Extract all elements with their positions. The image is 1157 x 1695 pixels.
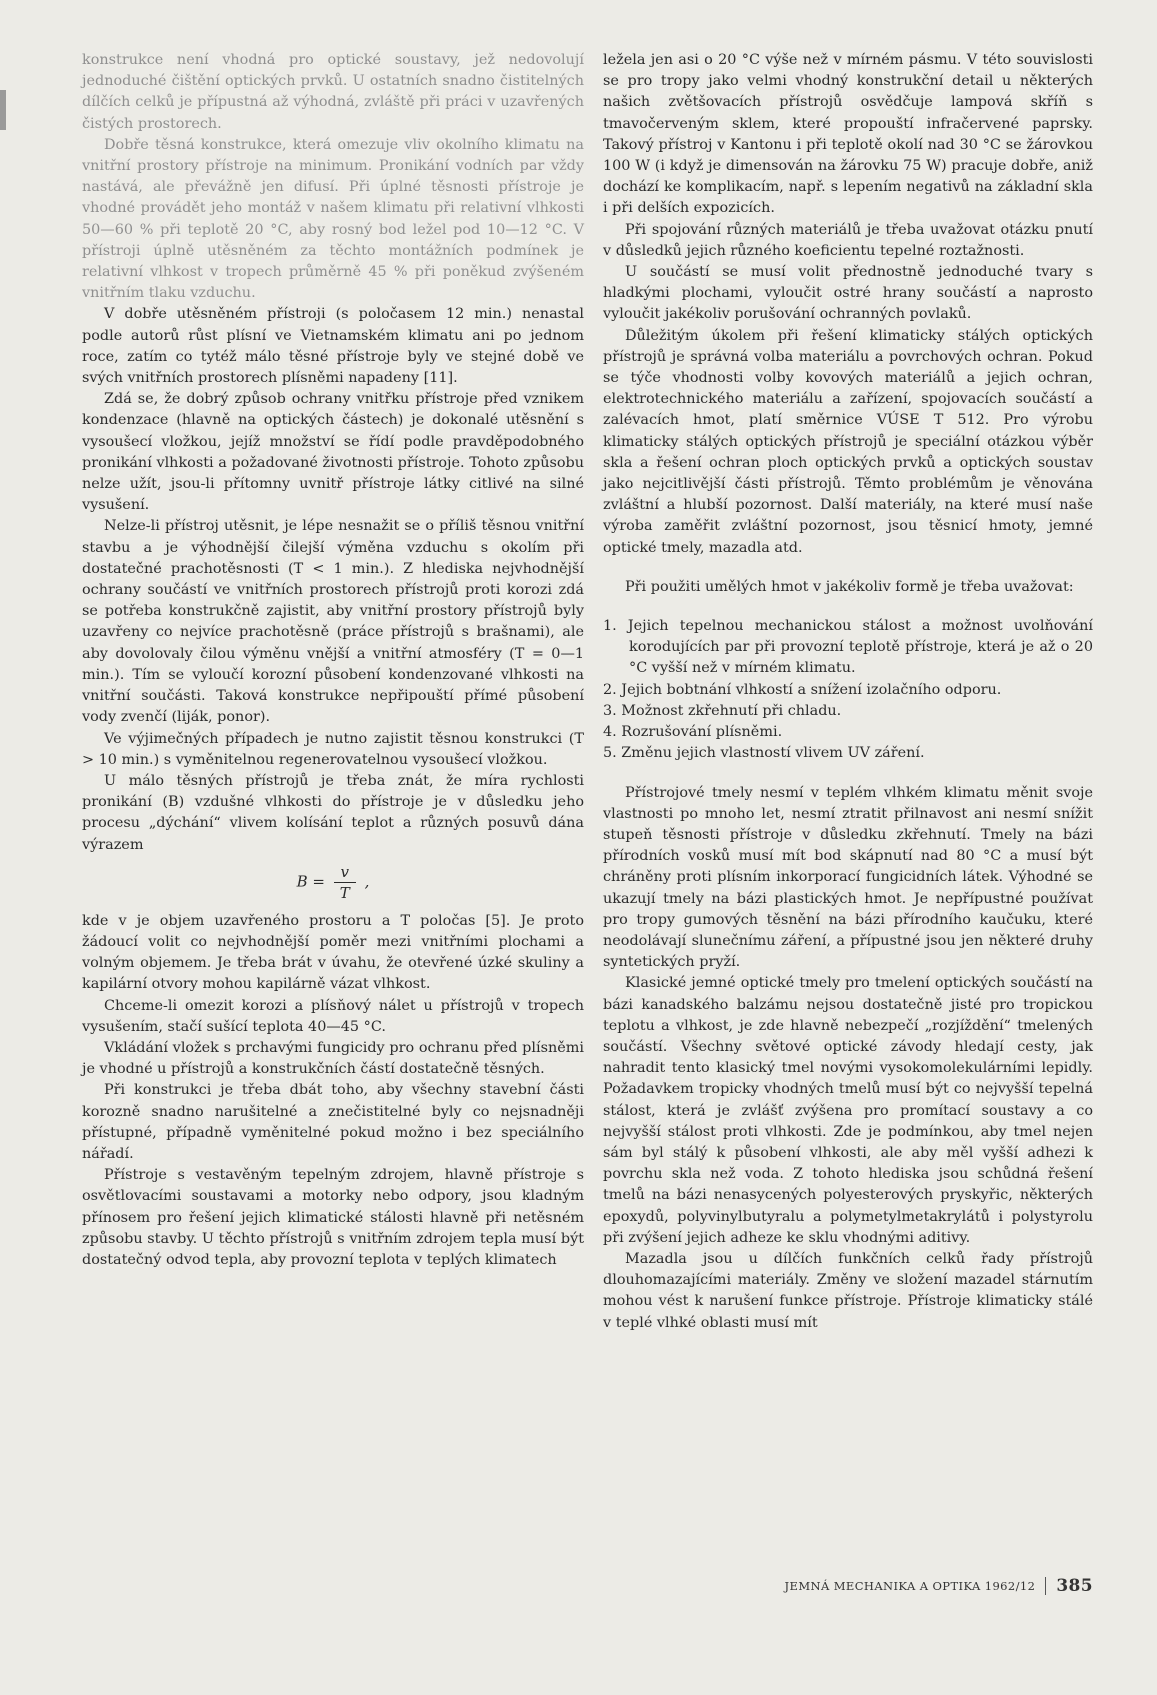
formula-denominator: T (339, 883, 350, 902)
paragraph: Při konstrukci je třeba dbát toho, aby všechny stavební části korozně snadno narušitelné a znečistitelné byly co nejsnadněji přístupné, případně vyměnitelné pokud možno i bez speciálního nářadí. (82, 1082, 584, 1162)
formula (82, 862, 584, 903)
left-column (82, 50, 584, 1271)
formula-tail: , (364, 872, 370, 891)
numbered-list (603, 616, 1093, 764)
list-item: 5. Změnu jejich vlastností vlivem UV záření. (603, 745, 925, 762)
paragraph: Při spojování různých materiálů je třeba uvažovat otázku pnutí v důsledků jejich různého koeficientu tepelné roztažnosti. (603, 221, 1093, 259)
formula-fraction (334, 862, 356, 903)
paragraph: Při použiti umělých hmot v jakékoliv formě je třeba uvažovat: (625, 578, 1074, 595)
paragraph: Dobře těsná konstrukce, která omezuje vliv okolního klimatu na vnitřní prostory přístroje na minimum. Pronikání vodních par vždy nastává, ale převážně jen difusí. Při úplné těsnosti přístroje je vhodné provádět jeho montáž v našem klimatu při relativní vlhkosti 50—60 % při teplotě 20 °C, aby rosný bod ležel pod 10—12 °C. V přístroji úplně utěsněném za těchto montážních podmínek je relativní vlhkost v tropech průměrně 45 % při poněkud zvýšeném vnitřním tlaku vzduchu. (82, 136, 584, 302)
paragraph: Ve výjimečných případech je nutno zajistit těsnou konstrukci (T > 10 min.) s vyměnitelnou regenerovatelnou vysoušecí vložkou. (82, 730, 584, 768)
formula-lhs: B = (296, 872, 325, 891)
list-item: 4. Rozrušování plísněmi. (603, 724, 783, 741)
paragraph: Klasické jemné optické tmely pro tmelení optických součástí na bázi kanadského balzámu nejsou dostatečně jisté pro tropickou teplotu a vlhkost, je zde hlavně nebezpečí „rozjíždění“ tmelených součástí. Všechny světové optické závody hledají cesty, jak nahradit tento klasický tmel novými vysokomolekulárními lepidly. Požadavkem tropicky vhodných tmelů musí být co nejvyšší tepelná stálost, která je zvlášť zvýšena pro promítací soustavy a co nejvyšší stálost proti vlhkosti. Zde je podmínkou, aby tmel nejen sám byl stálý k působení vlhkosti, ale aby měl vyšší adhezi k povrchu skla než voda. Z tohoto hlediska jsou schůdná řešení tmelů na bázi nenasycených polyesterových pryskyřic, některých epoxydů, polyvinylbutyralu a polymetylmetakrylátů i polystyrolu při zvýšení jejich adheze ke sklu vhodnými aditivy. (603, 975, 1093, 1246)
paragraph: Důležitým úkolem při řešení klimaticky stálých optických přístrojů je správná volba materiálu a povrchových ochran. Pokud se týče vhodnosti volby kovových materiálů a jejich ochran, elektrotechnického materiálu a zařízení, spojovacích součástí a zalévacích hmot, platí směrnice VÚSE T 512. Pro výrobu klimaticky stálých optických přístrojů je speciální otázkou výběr skla a řešení ochran ploch optických prvků a optických soustav jako nejcitlivější části přístrojů. Těmto problémům je věnována zvláštní a hlubší pozornost. Další materiály, na které musí naše výroba zaměřit zvláštní pozornost, jsou těsnicí hmoty, jemné optické tmely, mazadla atd. (603, 327, 1093, 556)
formula-numerator: v (334, 862, 356, 883)
list-item: 3. Možnost zkřehnutí při chladu. (603, 702, 842, 719)
journal-name: JEMNÁ MECHANIKA A OPTIKA 1962/12 (784, 1579, 1036, 1593)
page-footer (760, 1576, 1093, 1596)
paragraph: Přístroje s vestavěným tepelným zdrojem, hlavně přístroje s osvětlovacími soustavami a motorky nebo odpory, jsou kladným přínosem pro řešení jejich klimatické stálosti hlavně při netěsném způsobu stavby. U těchto přístrojů s vnitřním zdrojem tepla musí být dostatečný odvod tepla, aby provozní teplota v teplých klimatech (82, 1167, 584, 1268)
paragraph: V dobře utěsněném přístroji (s poločasem 12 min.) nenastal podle autorů růst plísní ve Vietnamském klimatu ani po jednom roce, zatím co tytéž málo těsné přístroje byly ve stejné době ve svých vnitřních prostorech plísněmi napadeny [11]. (82, 306, 584, 387)
paragraph: konstrukce není vhodná pro optické soustavy, jež nedovolují jednoduché čištění optických prvků. U ostatních snadno čistitelných dílčích celků je přípustná až výhodná, zvláště při práci v uzavřených čistých prostorech. (82, 52, 584, 132)
paragraph: Vkládání vložek s prchavými fungicidy pro ochranu před plísněmi je vhodné u přístrojů a konstrukčních částí dostatečně těsných. (82, 1039, 584, 1078)
paragraph: U součástí se musí volit přednostně jednoduché tvary s hladkými plochami, vyloučit ostré hrany součástí a naprosto vyloučit jakékoliv porušování ochranných povlaků. (603, 264, 1093, 323)
page-number: 385 (1056, 1576, 1093, 1596)
paragraph: kde v je objem uzavřeného prostoru a T poločas [5]. Je proto žádoucí volit co nejvhodnější poměr mezi vnitřními plochami a volným objemem. Je třeba brát v úvahu, že otevřené úzké skuliny a kapilární otvory mohou kapilárně vázat vlhkost. (82, 912, 584, 993)
list-item: 2. Jejich bobtnání vlhkostí a snížení izolačního odporu. (603, 681, 1002, 698)
right-column (603, 50, 1093, 1334)
paragraph: Přístrojové tmely nesmí v teplém vlhkém klimatu měnit svoje vlastnosti po mnoho let, nesmí ztratit přilnavost ani nesmí snížit stupeň těsnosti přístroje v důsledku zkřehnutí. Tmely na bázi přírodních vosků musí mít bod skápnutí nad 80 °C a musí být chráněny proti plísním inkorporací fungicidních látek. Výhodné se ukazují tmely na bázi plastických hmot. Je nepřípustné používat pro tropy gumových těsnění na bázi přírodního kaučuku, které neodolávají slunečnímu záření, a přípustné jsou jen některé druhy syntetických pryží. (603, 784, 1093, 971)
paragraph: U málo těsných přístrojů je třeba znát, že míra rychlosti pronikání (B) vzdušné vlhkosti do přístroje je v důsledku jeho procesu „dýchání“ vlivem kolísání teplot a různých posuvů dána výrazem (82, 772, 584, 853)
paragraph: Nelze-li přístroj utěsnit, je lépe nesnažit se o příliš těsnou vnitřní stavbu a je výhodnější čilejší výměna vzduchu s okolím při dostatečné prachotěsnosti (T < 1 min.). Z hlediska nejvhodnější ochrany součástí ve vnitřních prostorech přístrojů proti korozi zdá se potřeba konstrukčně zajistit, aby vnitřní prostory přístrojů byly uzavřeny co nejvíce prachotěsně (práce přístrojů s brašnami), ale aby dovolovaly čilou výměnu vnější a vnitřní atmosféry (T = 0—1 min.). Tím se vyloučí korozní působení kondenzované vlhkosti na vnitřní součásti. Taková konstrukce nepřipouští přímé působení vody zvenčí (liják, ponor). (82, 518, 584, 726)
paragraph: Chceme-li omezit korozi a plísňový nálet u přístrojů v tropech vysušením, stačí sušící teplota 40—45 °C. (82, 997, 584, 1035)
list-item: 1. Jejich tepelnou mechanickou stálost a možnost uvolňování korodujících par při provozní teplotě přístroje, která je až o 20 °C vyšší než v mírném klimatu. (603, 618, 1093, 677)
footer-divider (1045, 1577, 1046, 1595)
paragraph: ležela jen asi o 20 °C výše než v mírném pásmu. V této souvislosti se pro tropy jako velmi vhodný konstrukční detail u některých našich zvětšovacích přístrojů osvědčuje lampová skříň s tmavočerveným sklem, které propouští infračervené paprsky. Takový přístroj v Kantonu i při teplotě okolí nad 30 °C se žárovkou 100 W (i když je dimensován na žárovku 75 W) pracuje dobře, aniž dochází ke komplikacím, např. s lepením negativů na základní skla i při delších expozicích. (603, 52, 1093, 217)
paragraph: Mazadla jsou u dílčích funkčních celků řady přístrojů dlouhomazajícími materiály. Změny ve složení mazadel stárnutím mohou vést k narušení funkce přístroje. Přístroje klimaticky stálé v teplé vlhké oblasti musí mít (603, 1250, 1093, 1331)
binding-edge (0, 90, 6, 130)
paragraph: Zdá se, že dobrý způsob ochrany vnitřku přístroje před vznikem kondenzace (hlavně na optických částech) je dokonalé utěsnění s vysoušecí vložkou, jejíž množství se řídí podle pravděpodobného pronikání vlhkosti a požadované životnosti přístroje. Tohoto způsobu nelze užít, jsou-li přítomny uvnitř přístroje látky citlivé na silné vysušení. (82, 391, 584, 514)
